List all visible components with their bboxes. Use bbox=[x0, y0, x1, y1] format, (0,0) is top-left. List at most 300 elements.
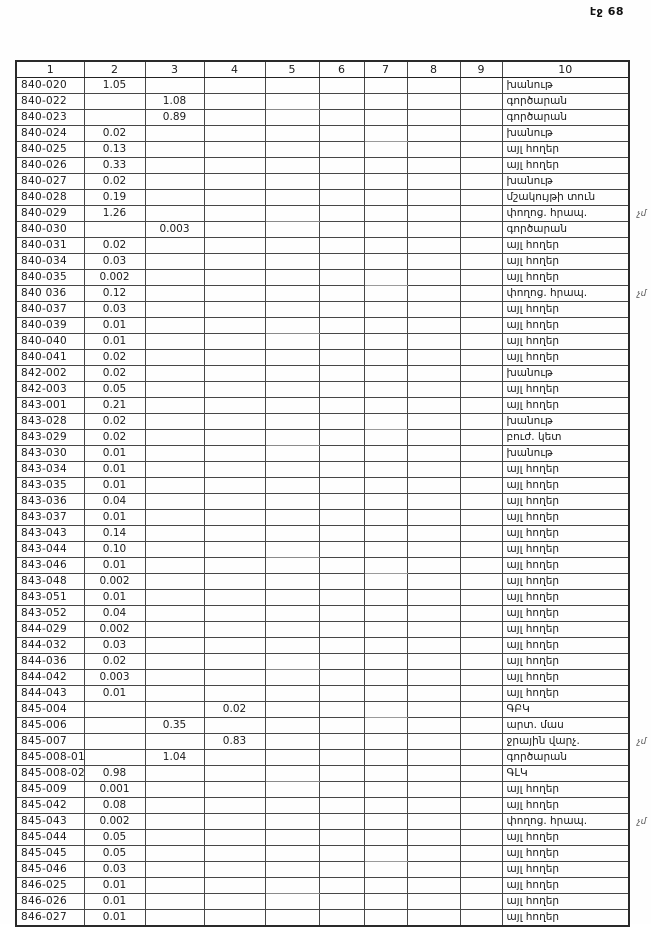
area-value-cell bbox=[319, 446, 364, 462]
area-value-cell bbox=[364, 302, 407, 318]
table-row bbox=[16, 334, 629, 350]
area-value-cell bbox=[204, 142, 265, 158]
parcel-code-cell: 843-048 bbox=[16, 574, 84, 590]
area-value-cell bbox=[319, 398, 364, 414]
area-value-cell bbox=[460, 206, 502, 222]
area-value-cell bbox=[407, 894, 460, 910]
table-row bbox=[16, 350, 629, 366]
area-value-cell bbox=[364, 622, 407, 638]
parcel-code-cell: 840-040 bbox=[16, 334, 84, 350]
area-value-cell bbox=[145, 830, 204, 846]
area-value-cell bbox=[364, 78, 407, 94]
area-value-cell bbox=[319, 190, 364, 206]
area-value-cell bbox=[460, 686, 502, 702]
area-value-cell bbox=[407, 382, 460, 398]
area-value-cell bbox=[319, 830, 364, 846]
area-value-cell bbox=[265, 878, 319, 894]
land-use-label-cell: փողոց. հրապ. չմ bbox=[502, 814, 629, 830]
area-value-cell bbox=[364, 110, 407, 126]
area-value-cell: 0.002 bbox=[84, 574, 145, 590]
area-value-cell: 1.04 bbox=[145, 750, 204, 766]
table-row bbox=[16, 750, 629, 766]
area-value-cell bbox=[407, 814, 460, 830]
area-value-cell bbox=[319, 686, 364, 702]
area-value-cell bbox=[319, 286, 364, 302]
area-value-cell bbox=[407, 318, 460, 334]
land-use-label-cell: այլ հողեր bbox=[502, 910, 629, 927]
area-value-cell bbox=[460, 638, 502, 654]
area-value-cell bbox=[364, 430, 407, 446]
area-value-cell bbox=[204, 174, 265, 190]
parcel-code-cell: 844-029 bbox=[16, 622, 84, 638]
parcel-code-cell: 840-039 bbox=[16, 318, 84, 334]
area-value-cell bbox=[145, 510, 204, 526]
area-value-cell: 0.01 bbox=[84, 558, 145, 574]
area-value-cell bbox=[204, 622, 265, 638]
parcel-code-cell: 840-031 bbox=[16, 238, 84, 254]
area-value-cell bbox=[407, 542, 460, 558]
area-value-cell bbox=[319, 862, 364, 878]
parcel-code-cell: 843-044 bbox=[16, 542, 84, 558]
area-value-cell: 0.01 bbox=[84, 910, 145, 927]
area-value-cell bbox=[145, 574, 204, 590]
land-use-label-cell: այլ հողեր bbox=[502, 878, 629, 894]
area-value-cell bbox=[204, 350, 265, 366]
area-value-cell bbox=[204, 446, 265, 462]
area-value-cell bbox=[407, 654, 460, 670]
area-value-cell bbox=[319, 414, 364, 430]
area-value-cell bbox=[204, 462, 265, 478]
area-value-cell bbox=[460, 558, 502, 574]
table-row bbox=[16, 830, 629, 846]
area-value-cell bbox=[145, 734, 204, 750]
area-value-cell bbox=[407, 158, 460, 174]
area-value-cell bbox=[265, 606, 319, 622]
column-header: 7 bbox=[364, 61, 407, 78]
area-value-cell: 0.01 bbox=[84, 318, 145, 334]
area-value-cell bbox=[364, 174, 407, 190]
area-value-cell bbox=[319, 158, 364, 174]
parcel-code-cell: 843-036 bbox=[16, 494, 84, 510]
area-value-cell bbox=[204, 638, 265, 654]
area-value-cell bbox=[265, 398, 319, 414]
area-value-cell bbox=[319, 878, 364, 894]
area-value-cell bbox=[204, 286, 265, 302]
area-value-cell: 0.02 bbox=[84, 654, 145, 670]
area-value-cell bbox=[364, 702, 407, 718]
area-value-cell bbox=[364, 766, 407, 782]
handwritten-margin-note: չմ bbox=[637, 209, 647, 219]
area-value-cell bbox=[145, 174, 204, 190]
area-value-cell bbox=[364, 206, 407, 222]
area-value-cell bbox=[407, 878, 460, 894]
area-value-cell bbox=[145, 158, 204, 174]
land-use-label-cell: ԳԼԿ bbox=[502, 766, 629, 782]
area-value-cell bbox=[145, 414, 204, 430]
area-value-cell bbox=[460, 222, 502, 238]
land-use-label-cell: այլ հողեր bbox=[502, 670, 629, 686]
area-value-cell bbox=[204, 782, 265, 798]
parcel-code-cell: 840-028 bbox=[16, 190, 84, 206]
area-value-cell bbox=[204, 526, 265, 542]
land-use-label-cell: այլ հողեր bbox=[502, 542, 629, 558]
area-value-cell bbox=[265, 734, 319, 750]
area-value-cell bbox=[319, 238, 364, 254]
parcel-code-cell: 843-051 bbox=[16, 590, 84, 606]
table-row bbox=[16, 462, 629, 478]
area-value-cell bbox=[265, 862, 319, 878]
area-value-cell bbox=[460, 334, 502, 350]
area-value-cell bbox=[265, 846, 319, 862]
table-row bbox=[16, 158, 629, 174]
area-value-cell bbox=[265, 366, 319, 382]
column-header: 6 bbox=[319, 61, 364, 78]
land-use-label-cell: այլ հողեր bbox=[502, 622, 629, 638]
parcel-code-cell: 840-025 bbox=[16, 142, 84, 158]
area-value-cell bbox=[145, 670, 204, 686]
area-value-cell bbox=[460, 622, 502, 638]
table-row bbox=[16, 894, 629, 910]
area-value-cell bbox=[204, 894, 265, 910]
area-value-cell bbox=[265, 318, 319, 334]
land-use-label-cell: այլ հողեր bbox=[502, 462, 629, 478]
area-value-cell bbox=[460, 126, 502, 142]
area-value-cell: 0.05 bbox=[84, 830, 145, 846]
area-value-cell: 0.03 bbox=[84, 254, 145, 270]
land-use-label-cell: խանութ bbox=[502, 78, 629, 94]
area-value-cell bbox=[407, 414, 460, 430]
area-value-cell: 0.14 bbox=[84, 526, 145, 542]
table-row bbox=[16, 254, 629, 270]
area-value-cell bbox=[407, 862, 460, 878]
land-use-label-cell: այլ հողեր bbox=[502, 558, 629, 574]
land-use-label-cell: այլ հողեր bbox=[502, 862, 629, 878]
land-use-label-cell: այլ հողեր bbox=[502, 382, 629, 398]
area-value-cell bbox=[204, 814, 265, 830]
area-value-cell bbox=[407, 174, 460, 190]
area-value-cell bbox=[407, 558, 460, 574]
area-value-cell: 0.03 bbox=[84, 862, 145, 878]
area-value-cell bbox=[364, 606, 407, 622]
column-header: 4 bbox=[204, 61, 265, 78]
area-value-cell bbox=[319, 302, 364, 318]
parcel-code-cell: 843-001 bbox=[16, 398, 84, 414]
area-value-cell bbox=[265, 142, 319, 158]
area-value-cell bbox=[84, 110, 145, 126]
land-use-label-cell: այլ հողեր bbox=[502, 782, 629, 798]
area-value-cell bbox=[364, 670, 407, 686]
area-value-cell bbox=[460, 158, 502, 174]
area-value-cell bbox=[204, 654, 265, 670]
table-row bbox=[16, 718, 629, 734]
land-use-label-cell: խանութ bbox=[502, 126, 629, 142]
area-value-cell bbox=[265, 590, 319, 606]
area-value-cell bbox=[460, 766, 502, 782]
area-value-cell bbox=[364, 510, 407, 526]
area-value-cell bbox=[204, 590, 265, 606]
area-value-cell: 0.02 bbox=[84, 350, 145, 366]
area-value-cell bbox=[145, 398, 204, 414]
area-value-cell bbox=[319, 574, 364, 590]
area-value-cell bbox=[364, 686, 407, 702]
area-value-cell bbox=[265, 654, 319, 670]
table-row bbox=[16, 414, 629, 430]
area-value-cell bbox=[145, 686, 204, 702]
area-value-cell bbox=[204, 318, 265, 334]
area-value-cell bbox=[319, 606, 364, 622]
land-use-label-cell: բուժ. կետ bbox=[502, 430, 629, 446]
area-value-cell bbox=[364, 414, 407, 430]
area-value-cell bbox=[265, 894, 319, 910]
handwritten-margin-note: չմ bbox=[637, 737, 647, 747]
area-value-cell bbox=[364, 718, 407, 734]
area-value-cell bbox=[460, 894, 502, 910]
area-value-cell bbox=[407, 782, 460, 798]
area-value-cell bbox=[265, 750, 319, 766]
parcel-code-cell: 840-020 bbox=[16, 78, 84, 94]
parcel-code-cell: 845-004 bbox=[16, 702, 84, 718]
parcel-code-cell: 845-045 bbox=[16, 846, 84, 862]
area-value-cell bbox=[364, 94, 407, 110]
table-row bbox=[16, 606, 629, 622]
area-value-cell bbox=[204, 222, 265, 238]
column-header: 1 bbox=[16, 61, 84, 78]
area-value-cell bbox=[265, 446, 319, 462]
table-row bbox=[16, 222, 629, 238]
area-value-cell: 0.01 bbox=[84, 590, 145, 606]
area-value-cell bbox=[265, 254, 319, 270]
area-value-cell bbox=[84, 750, 145, 766]
parcel-code-cell: 845-044 bbox=[16, 830, 84, 846]
area-value-cell bbox=[204, 334, 265, 350]
area-value-cell: 0.01 bbox=[84, 510, 145, 526]
table-row bbox=[16, 126, 629, 142]
area-value-cell: 0.002 bbox=[84, 270, 145, 286]
table-row bbox=[16, 270, 629, 286]
area-value-cell bbox=[460, 286, 502, 302]
table-row bbox=[16, 430, 629, 446]
area-value-cell bbox=[364, 270, 407, 286]
area-value-cell bbox=[265, 222, 319, 238]
column-header: 3 bbox=[145, 61, 204, 78]
area-value-cell: 0.98 bbox=[84, 766, 145, 782]
area-value-cell bbox=[407, 398, 460, 414]
area-value-cell bbox=[265, 334, 319, 350]
table-row bbox=[16, 190, 629, 206]
area-value-cell: 1.05 bbox=[84, 78, 145, 94]
area-value-cell bbox=[364, 590, 407, 606]
table-row bbox=[16, 446, 629, 462]
area-value-cell bbox=[407, 222, 460, 238]
area-value-cell: 0.02 bbox=[204, 702, 265, 718]
area-value-cell bbox=[407, 830, 460, 846]
area-value-cell: 0.01 bbox=[84, 894, 145, 910]
area-value-cell bbox=[364, 366, 407, 382]
area-value-cell bbox=[265, 510, 319, 526]
area-value-cell bbox=[460, 782, 502, 798]
area-value-cell bbox=[265, 158, 319, 174]
area-value-cell bbox=[460, 734, 502, 750]
area-value-cell bbox=[364, 254, 407, 270]
area-value-cell bbox=[319, 766, 364, 782]
area-value-cell bbox=[460, 574, 502, 590]
area-value-cell bbox=[204, 206, 265, 222]
area-value-cell bbox=[407, 190, 460, 206]
area-value-cell bbox=[364, 286, 407, 302]
area-value-cell bbox=[364, 798, 407, 814]
area-value-cell bbox=[145, 702, 204, 718]
area-value-cell bbox=[460, 110, 502, 126]
area-value-cell bbox=[364, 126, 407, 142]
land-use-label-cell: այլ հողեր bbox=[502, 398, 629, 414]
parcel-code-cell: 843-028 bbox=[16, 414, 84, 430]
area-value-cell bbox=[204, 510, 265, 526]
area-value-cell bbox=[364, 750, 407, 766]
area-value-cell bbox=[319, 670, 364, 686]
table-row bbox=[16, 654, 629, 670]
parcel-code-cell: 840-027 bbox=[16, 174, 84, 190]
area-value-cell bbox=[145, 766, 204, 782]
area-value-cell bbox=[145, 590, 204, 606]
area-value-cell bbox=[145, 622, 204, 638]
area-value-cell: 0.05 bbox=[84, 846, 145, 862]
table-row bbox=[16, 478, 629, 494]
land-use-label-cell: այլ հողեր bbox=[502, 574, 629, 590]
area-value-cell: 0.03 bbox=[84, 302, 145, 318]
area-value-cell bbox=[319, 718, 364, 734]
parcel-code-cell: 846-026 bbox=[16, 894, 84, 910]
area-value-cell: 0.35 bbox=[145, 718, 204, 734]
table-row bbox=[16, 670, 629, 686]
area-value-cell bbox=[319, 734, 364, 750]
parcel-code-cell: 843-030 bbox=[16, 446, 84, 462]
parcel-code-cell: 845-009 bbox=[16, 782, 84, 798]
area-value-cell bbox=[265, 110, 319, 126]
area-value-cell bbox=[460, 190, 502, 206]
area-value-cell bbox=[407, 478, 460, 494]
parcel-code-cell: 840-023 bbox=[16, 110, 84, 126]
area-value-cell bbox=[407, 334, 460, 350]
area-value-cell bbox=[265, 622, 319, 638]
table-row bbox=[16, 286, 629, 302]
area-value-cell bbox=[204, 798, 265, 814]
table-row bbox=[16, 142, 629, 158]
area-value-cell bbox=[364, 494, 407, 510]
land-use-label-cell: այլ հողեր bbox=[502, 238, 629, 254]
area-value-cell bbox=[145, 638, 204, 654]
area-value-cell bbox=[145, 254, 204, 270]
area-value-cell bbox=[460, 318, 502, 334]
land-use-label-cell: այլ հողեր bbox=[502, 686, 629, 702]
area-value-cell: 0.01 bbox=[84, 446, 145, 462]
area-value-cell bbox=[364, 638, 407, 654]
area-value-cell bbox=[204, 238, 265, 254]
area-value-cell bbox=[364, 238, 407, 254]
parcel-code-cell: 840-029 bbox=[16, 206, 84, 222]
area-value-cell bbox=[460, 798, 502, 814]
area-value-cell bbox=[407, 302, 460, 318]
area-value-cell bbox=[407, 206, 460, 222]
area-value-cell bbox=[407, 798, 460, 814]
area-value-cell bbox=[84, 718, 145, 734]
area-value-cell bbox=[319, 382, 364, 398]
area-value-cell bbox=[364, 190, 407, 206]
area-value-cell bbox=[265, 302, 319, 318]
parcel-code-cell: 845-008-02 bbox=[16, 766, 84, 782]
area-value-cell bbox=[407, 670, 460, 686]
column-header: 5 bbox=[265, 61, 319, 78]
area-value-cell bbox=[319, 814, 364, 830]
area-value-cell bbox=[460, 462, 502, 478]
area-value-cell bbox=[460, 238, 502, 254]
area-value-cell bbox=[319, 622, 364, 638]
table-row bbox=[16, 846, 629, 862]
land-use-label-cell: արտ. մաս bbox=[502, 718, 629, 734]
table-row bbox=[16, 494, 629, 510]
area-value-cell bbox=[364, 654, 407, 670]
parcel-code-cell: 840 036 bbox=[16, 286, 84, 302]
area-value-cell bbox=[265, 574, 319, 590]
table-row bbox=[16, 174, 629, 190]
table-row bbox=[16, 78, 629, 94]
parcel-code-cell: 840-022 bbox=[16, 94, 84, 110]
table-header-row bbox=[16, 61, 629, 78]
area-value-cell bbox=[84, 734, 145, 750]
area-value-cell bbox=[364, 574, 407, 590]
area-value-cell bbox=[265, 526, 319, 542]
table-row bbox=[16, 590, 629, 606]
area-value-cell: 0.003 bbox=[84, 670, 145, 686]
area-value-cell bbox=[145, 846, 204, 862]
parcel-code-cell: 840-041 bbox=[16, 350, 84, 366]
area-value-cell bbox=[204, 478, 265, 494]
area-value-cell bbox=[319, 542, 364, 558]
area-value-cell bbox=[364, 830, 407, 846]
area-value-cell bbox=[407, 606, 460, 622]
area-value-cell bbox=[319, 174, 364, 190]
area-value-cell bbox=[145, 78, 204, 94]
area-value-cell bbox=[407, 238, 460, 254]
area-value-cell bbox=[460, 510, 502, 526]
area-value-cell bbox=[145, 206, 204, 222]
area-value-cell bbox=[407, 430, 460, 446]
table-row bbox=[16, 686, 629, 702]
area-value-cell bbox=[364, 462, 407, 478]
area-value-cell bbox=[265, 462, 319, 478]
area-value-cell bbox=[407, 718, 460, 734]
area-value-cell bbox=[364, 862, 407, 878]
area-value-cell bbox=[319, 254, 364, 270]
column-header: 8 bbox=[407, 61, 460, 78]
area-value-cell bbox=[319, 494, 364, 510]
area-value-cell bbox=[319, 430, 364, 446]
area-value-cell bbox=[407, 702, 460, 718]
area-value-cell bbox=[204, 766, 265, 782]
area-value-cell bbox=[204, 382, 265, 398]
land-use-label-cell: այլ հողեր bbox=[502, 798, 629, 814]
parcel-code-cell: 840-024 bbox=[16, 126, 84, 142]
land-use-label-cell: խանութ bbox=[502, 446, 629, 462]
area-value-cell bbox=[319, 750, 364, 766]
area-value-cell bbox=[319, 510, 364, 526]
area-value-cell bbox=[265, 350, 319, 366]
area-value-cell bbox=[145, 142, 204, 158]
area-value-cell bbox=[364, 894, 407, 910]
land-use-label-cell: խանութ bbox=[502, 414, 629, 430]
parcel-code-cell: 844-042 bbox=[16, 670, 84, 686]
area-value-cell: 0.03 bbox=[84, 638, 145, 654]
area-value-cell bbox=[460, 862, 502, 878]
